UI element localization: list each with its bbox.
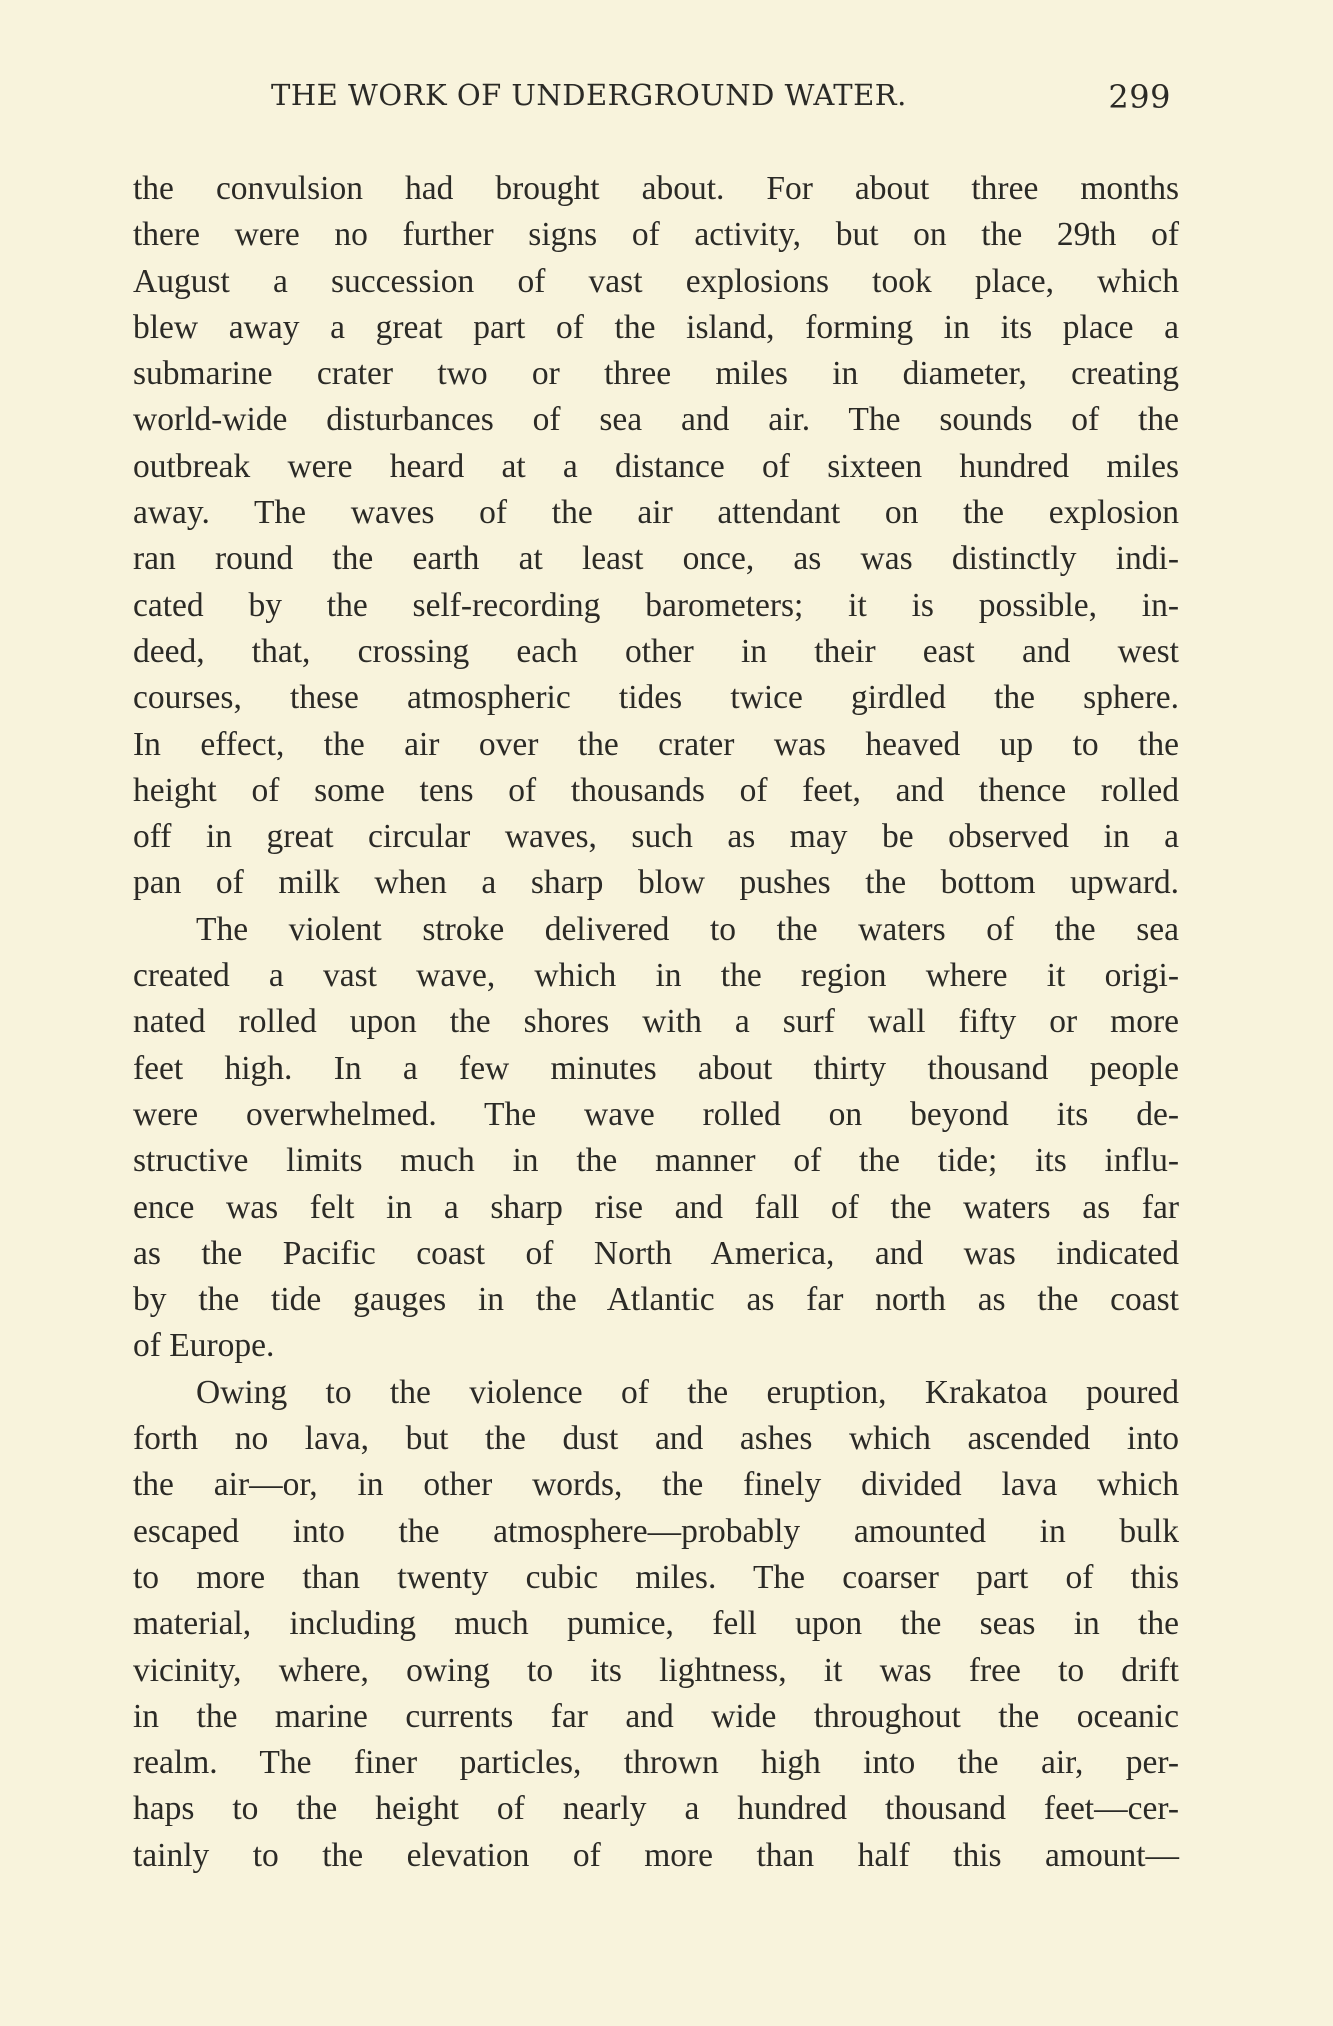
page-number: 299 bbox=[1108, 78, 1171, 116]
text-line: nated rolled upon the shores with a surf wall fifty or more bbox=[133, 1003, 1179, 1041]
text-line: ence was felt in a sharp rise and fall of the waters as far bbox=[133, 1188, 1179, 1226]
text-line: to more than twenty cubic miles. The coarser part of this bbox=[133, 1558, 1179, 1596]
text-line: in the marine currents far and wide throughout the oceanic bbox=[133, 1697, 1179, 1735]
text-line: realm. The finer particles, thrown high into the air, per- bbox=[133, 1744, 1179, 1782]
text-line: material, including much pumice, fell upon the seas in the bbox=[133, 1605, 1179, 1643]
text-line: cated by the self-recording barometers; it is possible, in- bbox=[133, 586, 1179, 624]
running-title: THE WORK OF UNDERGROUND WATER. bbox=[271, 78, 907, 112]
text-line: height of some tens of thousands of feet, and thence rolled bbox=[133, 771, 1179, 809]
text-line: In effect, the air over the crater was heaved up to the bbox=[133, 725, 1179, 763]
text-line: were overwhelmed. The wave rolled on beyond its de- bbox=[133, 1095, 1179, 1133]
text-line: off in great circular waves, such as may be observed in a bbox=[133, 818, 1179, 856]
text-line: Owing to the violence of the eruption, Krakatoa poured bbox=[196, 1373, 1179, 1411]
text-line: the air—or, in other words, the finely divided lava which bbox=[133, 1466, 1179, 1504]
text-line: world-wide disturbances of sea and air. The sounds of the bbox=[133, 401, 1179, 439]
text-line: August a succession of vast explosions took place, which bbox=[133, 262, 1179, 300]
text-line: created a vast wave, which in the region where it origi- bbox=[133, 957, 1179, 995]
text-line: courses, these atmospheric tides twice girdled the sphere. bbox=[133, 679, 1179, 717]
text-line: by the tide gauges in the Atlantic as far north as the coast bbox=[133, 1281, 1179, 1319]
text-line: there were no further signs of activity, but on the 29th of bbox=[133, 216, 1179, 254]
text-line: ran round the earth at least once, as was distinctly indi- bbox=[133, 540, 1179, 578]
text-line: The violent stroke delivered to the waters of the sea bbox=[196, 910, 1179, 948]
text-line: submarine crater two or three miles in diameter, creating bbox=[133, 355, 1179, 393]
body-text bbox=[133, 166, 1179, 1879]
text-line: as the Pacific coast of North America, and was indicated bbox=[133, 1234, 1179, 1272]
text-line: deed, that, crossing each other in their east and west bbox=[133, 632, 1179, 670]
text-line: escaped into the atmosphere—probably amounted in bulk bbox=[133, 1512, 1179, 1550]
running-header bbox=[271, 78, 1171, 118]
text-line: feet high. In a few minutes about thirty thousand people bbox=[133, 1049, 1179, 1087]
text-line: haps to the height of nearly a hundred thousand feet—cer- bbox=[133, 1790, 1179, 1828]
text-line: away. The waves of the air attendant on the explosion bbox=[133, 494, 1179, 532]
text-line: structive limits much in the manner of the tide; its influ- bbox=[133, 1142, 1179, 1180]
text-line: pan of milk when a sharp blow pushes the bottom upward. bbox=[133, 864, 1179, 902]
text-line: vicinity, where, owing to its lightness, it was free to drift bbox=[133, 1651, 1179, 1689]
text-line: of Europe. bbox=[133, 1327, 275, 1365]
text-line: blew away a great part of the island, forming in its place a bbox=[133, 308, 1179, 346]
text-line: outbreak were heard at a distance of sixteen hundred miles bbox=[133, 447, 1179, 485]
text-line: forth no lava, but the dust and ashes which ascended into bbox=[133, 1420, 1179, 1458]
text-line: tainly to the elevation of more than half this amount— bbox=[133, 1836, 1179, 1874]
text-line: the convulsion had brought about. For about three months bbox=[133, 170, 1179, 207]
